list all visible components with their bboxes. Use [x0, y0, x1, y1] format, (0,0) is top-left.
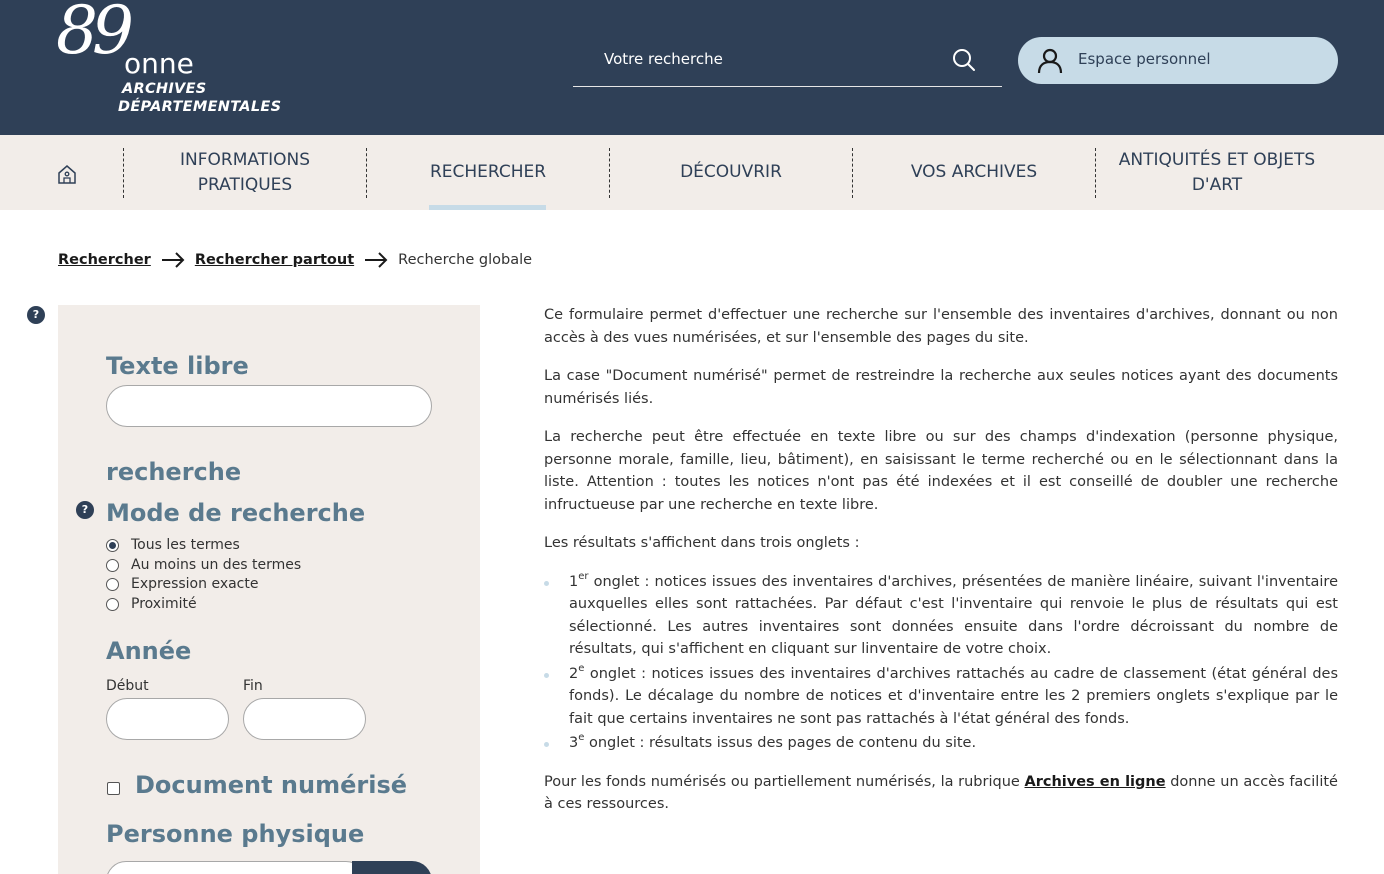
- texte-libre-input[interactable]: [106, 385, 432, 427]
- radio-proximite[interactable]: [106, 594, 197, 614]
- logo-line1: ARCHIVES: [122, 81, 207, 97]
- paragraph: La case "Document numérisé" permet de restreindre la recherche aux seules notices ayant des documents numérisés liés.: [544, 368, 1338, 407]
- list-text: onglet : résultats issus des pages de contenu du site.: [584, 735, 977, 751]
- document-numerise-title: Document numérisé: [135, 771, 408, 799]
- radio-au-moins-un[interactable]: [106, 555, 301, 575]
- list-item: [544, 732, 1338, 755]
- help-icon[interactable]: ?: [76, 501, 94, 519]
- radio-label: Tous les termes: [131, 537, 240, 553]
- logo-number: 89: [56, 0, 128, 69]
- paragraph: Ce formulaire permet d'effectuer une recherche sur l'ensemble des inventaires d'archives, donnant ou non accès à des vues numérisées, et sur l'ensemble des pages du site.: [544, 307, 1338, 346]
- breadcrumb-current: Recherche globale: [398, 252, 533, 268]
- nav-item-antiquites[interactable]: [1096, 135, 1338, 210]
- site-logo[interactable]: [56, 0, 286, 119]
- radio-dot[interactable]: [106, 598, 119, 611]
- nav-label: DÉCOUVRIR: [680, 162, 782, 182]
- arrow-right-icon: [364, 252, 388, 268]
- list-item: [544, 663, 1338, 731]
- list-text: onglet : notices issues des inventaires d'archives, présentées de manière linéaire, suivant l'inventaire auxquelles elles sont rattachées. Par défaut c'est l'inventaire qui renvoie le plus de résultats qui est sélectionné. Les autres inventaires sont données ensuite dans l'ordre décroissant du nombre de résultats, qui s'affichent en cliquant sur linventaire de votre choix.: [569, 573, 1338, 657]
- radio-dot[interactable]: [106, 539, 119, 552]
- search-input[interactable]: [573, 38, 943, 80]
- radio-dot[interactable]: [106, 578, 119, 591]
- nav-item-decouvrir[interactable]: [610, 135, 852, 210]
- nav-item-rechercher[interactable]: [367, 135, 609, 210]
- home-icon[interactable]: [56, 163, 78, 185]
- ordinal-suffix: e: [578, 662, 585, 674]
- personne-physique-input[interactable]: [106, 861, 366, 874]
- ordinal-suffix: er: [578, 570, 589, 582]
- nav-label: RECHERCHER: [429, 162, 547, 182]
- site-header: [0, 0, 1384, 135]
- ordinal-number: 2: [569, 665, 579, 682]
- search-icon[interactable]: [952, 48, 976, 72]
- personal-space-button[interactable]: [1018, 37, 1338, 84]
- nav-label: VOS ARCHIVES: [910, 162, 1038, 182]
- logo-name: onne: [124, 47, 194, 80]
- nav-label-line2: PRATIQUES: [197, 174, 293, 195]
- recherche-title: recherche: [106, 458, 242, 486]
- breadcrumb: [58, 249, 532, 271]
- personal-space-label: Espace personnel: [1078, 50, 1211, 68]
- list-item: [544, 571, 1338, 661]
- radio-label: Expression exacte: [131, 576, 259, 592]
- ordinal-number: 3: [569, 735, 579, 751]
- text-segment: Pour les fonds numérisés ou partiellement numérisés, la rubrique: [544, 773, 1025, 790]
- breadcrumb-link-rechercher[interactable]: Rechercher: [58, 252, 151, 268]
- fin-label: Fin: [243, 678, 263, 694]
- arrow-right-icon: [161, 252, 185, 268]
- search-bar: [573, 38, 1002, 87]
- nav-item-vos-archives[interactable]: [853, 135, 1095, 210]
- archives-en-ligne-link[interactable]: Archives en ligne: [1024, 773, 1166, 790]
- annee-fin-input[interactable]: [243, 698, 366, 740]
- radio-tous-les-termes[interactable]: [106, 535, 240, 555]
- annee-debut-input[interactable]: [106, 698, 229, 740]
- ordinal-number: 1: [569, 573, 579, 590]
- annee-title: Année: [106, 637, 192, 665]
- help-icon[interactable]: ?: [27, 306, 45, 324]
- help-text: [544, 304, 1338, 832]
- texte-libre-title: Texte libre: [106, 352, 249, 380]
- tabs-list: [544, 571, 1338, 755]
- text-segment: donne un accès facilité à ces ressources.: [544, 773, 1338, 812]
- main-nav: [0, 135, 1384, 210]
- paragraph: [544, 771, 1338, 816]
- ordinal-suffix: e: [578, 732, 585, 744]
- user-icon: [1037, 48, 1063, 74]
- nav-active-indicator: [429, 205, 546, 210]
- personne-physique-select-button[interactable]: [352, 861, 432, 874]
- nav-label-line2: D'ART: [1191, 174, 1243, 195]
- nav-item-informations-pratiques[interactable]: [124, 135, 366, 210]
- list-text: onglet : notices issues des inventaires d'archives rattachés au cadre de classement (état général des fonds). Le décalage du nombre de notices et d'inventaire entre les 2 premiers onglets s'explique par le fait que certains inventaires ne sont pas rattachés à l'état général des fonds.: [569, 665, 1338, 727]
- nav-label-line1: INFORMATIONS: [180, 149, 310, 170]
- debut-label: Début: [106, 678, 149, 694]
- radio-label: Proximité: [131, 596, 197, 612]
- radio-dot[interactable]: [106, 559, 119, 572]
- personne-physique-title: Personne physique: [106, 820, 365, 848]
- breadcrumb-link-rechercher-partout[interactable]: Rechercher partout: [194, 252, 355, 268]
- radio-label: Au moins un des termes: [131, 557, 302, 573]
- radio-expression-exacte[interactable]: [106, 574, 258, 594]
- nav-label-line1: ANTIQUITÉS ET OBJETS: [1118, 149, 1316, 170]
- paragraph: La recherche peut être effectuée en texte libre ou sur des champs d'indexation (personne physique, personne morale, famille, lieu, bâtiment), en saisissant le terme recherché ou en le sélectionnant dans la liste. Attention : toutes les notices n'ont pas été indexées et il est conseillé de doubler une recherche infructueuse par une recherche en texte libre.: [544, 429, 1338, 513]
- logo-line2: DÉPARTEMENTALES: [118, 99, 282, 115]
- mode-recherche-title: Mode de recherche: [106, 499, 366, 527]
- document-numerise-checkbox[interactable]: [107, 782, 120, 795]
- paragraph: Les résultats s'affichent dans trois onglets :: [544, 535, 860, 551]
